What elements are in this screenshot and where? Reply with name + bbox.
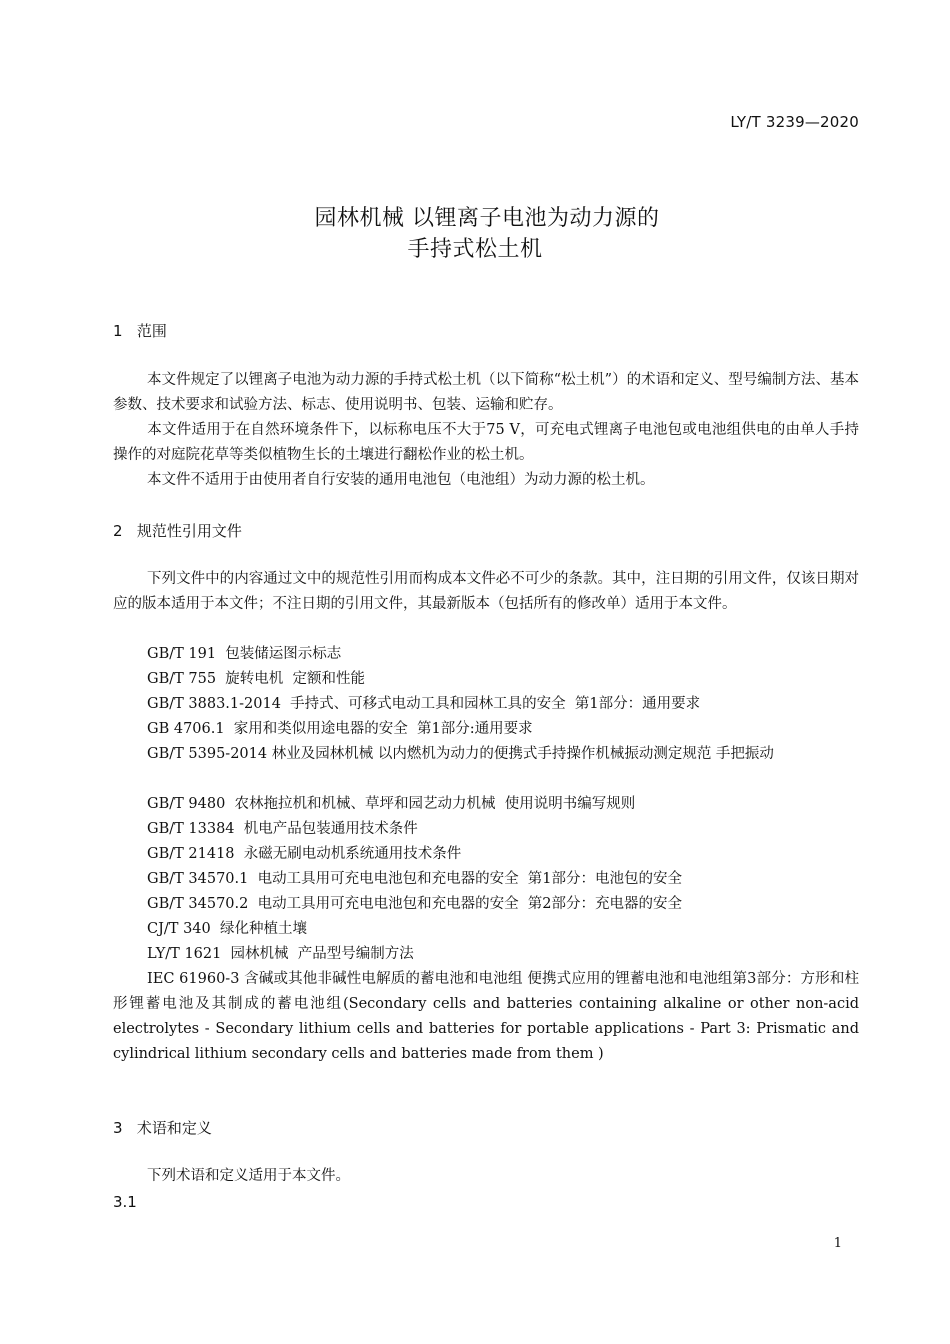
section-3-intro-text: 下列术语和定义适用于本文件。: [147, 1168, 350, 1184]
section-3-intro: [113, 1164, 859, 1189]
reference-item: CJ/T 340 绿化种植土壤: [147, 921, 307, 937]
section-1-paragraph-3: [113, 468, 859, 493]
subsection-3-1-number: 3.1: [113, 1193, 137, 1211]
section-1-paragraph-1: [113, 368, 859, 418]
reference-item-iec61960-text: IEC 61960-3 含碱或其他非碱性电解质的蓄电池和电池组 便携式应用的锂蓄电池和电池组第3部分：方形和柱形锂蓄电池及其制成的蓄电池组(Secondary cells and batteries containing alkaline or other non-acid electrolytes - Secondary lithium cells and batteries for portable applications - Part 3: Prismatic and cylindrical lithium secondary cells and batteries made from them ): [113, 971, 859, 1062]
document-title-line-2: 手持式松土机: [407, 237, 543, 262]
section-1-paragraph-2-text: 本文件适用于在自然环境条件下，以标称电压不大于75 V，可充电式锂离子电池包或电池组供电的由单人手持操作的对庭院花草等类似植物生长的土壤进行翻松作业的松土机。: [113, 422, 859, 463]
reference-item: LY/T 1621 园林机械 产品型号编制方法: [147, 946, 414, 962]
section-2-heading: 2 规范性引用文件: [113, 522, 242, 540]
reference-item: GB/T 755 旋转电机 定额和性能: [147, 671, 366, 687]
reference-item: GB/T 34570.1 电动工具用可充电电池包和充电器的安全 第1部分：电池包的安全: [147, 871, 683, 887]
reference-item: GB/T 191 包装储运图示标志: [147, 646, 342, 662]
standard-code: LY/T 3239—2020: [730, 113, 859, 131]
reference-item: GB 4706.1 家用和类似用途电器的安全 第1部分:通用要求: [147, 721, 533, 737]
reference-item: GB/T 9480 农林拖拉机和机械、草坪和园艺动力机械 使用说明书编写规则: [147, 796, 636, 812]
page-number: 1: [833, 1236, 842, 1251]
section-1-paragraph-3-text: 本文件不适用于由使用者自行安装的通用电池包（电池组）为动力源的松土机。: [147, 472, 655, 488]
reference-item-iec61960: [113, 967, 859, 1067]
reference-item-gbt5395: [113, 742, 859, 767]
reference-item: GB/T 13384 机电产品包装通用技术条件: [147, 821, 418, 837]
section-3-heading: 3 术语和定义: [113, 1119, 212, 1137]
section-1-paragraph-1-text: 本文件规定了以锂离子电池为动力源的手持式松土机（以下简称“松土机”）的术语和定义、型号编制方法、基本参数、技术要求和试验方法、标志、使用说明书、包装、运输和贮存。: [113, 372, 859, 413]
section-2-intro-text: 下列文件中的内容通过文中的规范性引用而构成本文件必不可少的条款。其中，注日期的引用文件，仅该日期对应的版本适用于本文件；不注日期的引用文件，其最新版本（包括所有的修改单）适用于本文件。: [113, 571, 859, 612]
section-2-intro: [113, 567, 859, 617]
reference-item: GB/T 3883.1-2014 手持式、可移式电动工具和园林工具的安全 第1部分：通用要求: [147, 696, 701, 712]
section-1-heading: 1 范围: [113, 322, 167, 340]
reference-item: GB/T 21418 永磁无刷电动机系统通用技术条件: [147, 846, 462, 862]
reference-item: GB/T 34570.2 电动工具用可充电电池包和充电器的安全 第2部分：充电器的安全: [147, 896, 683, 912]
document-title-line-1: 园林机械 以锂离子电池为动力源的: [314, 206, 660, 231]
section-1-paragraph-2: [113, 418, 859, 468]
reference-item-gbt5395-text: GB/T 5395-2014 林业及园林机械 以内燃机为动力的便携式手持操作机械振动测定规范 手把振动: [147, 746, 774, 762]
